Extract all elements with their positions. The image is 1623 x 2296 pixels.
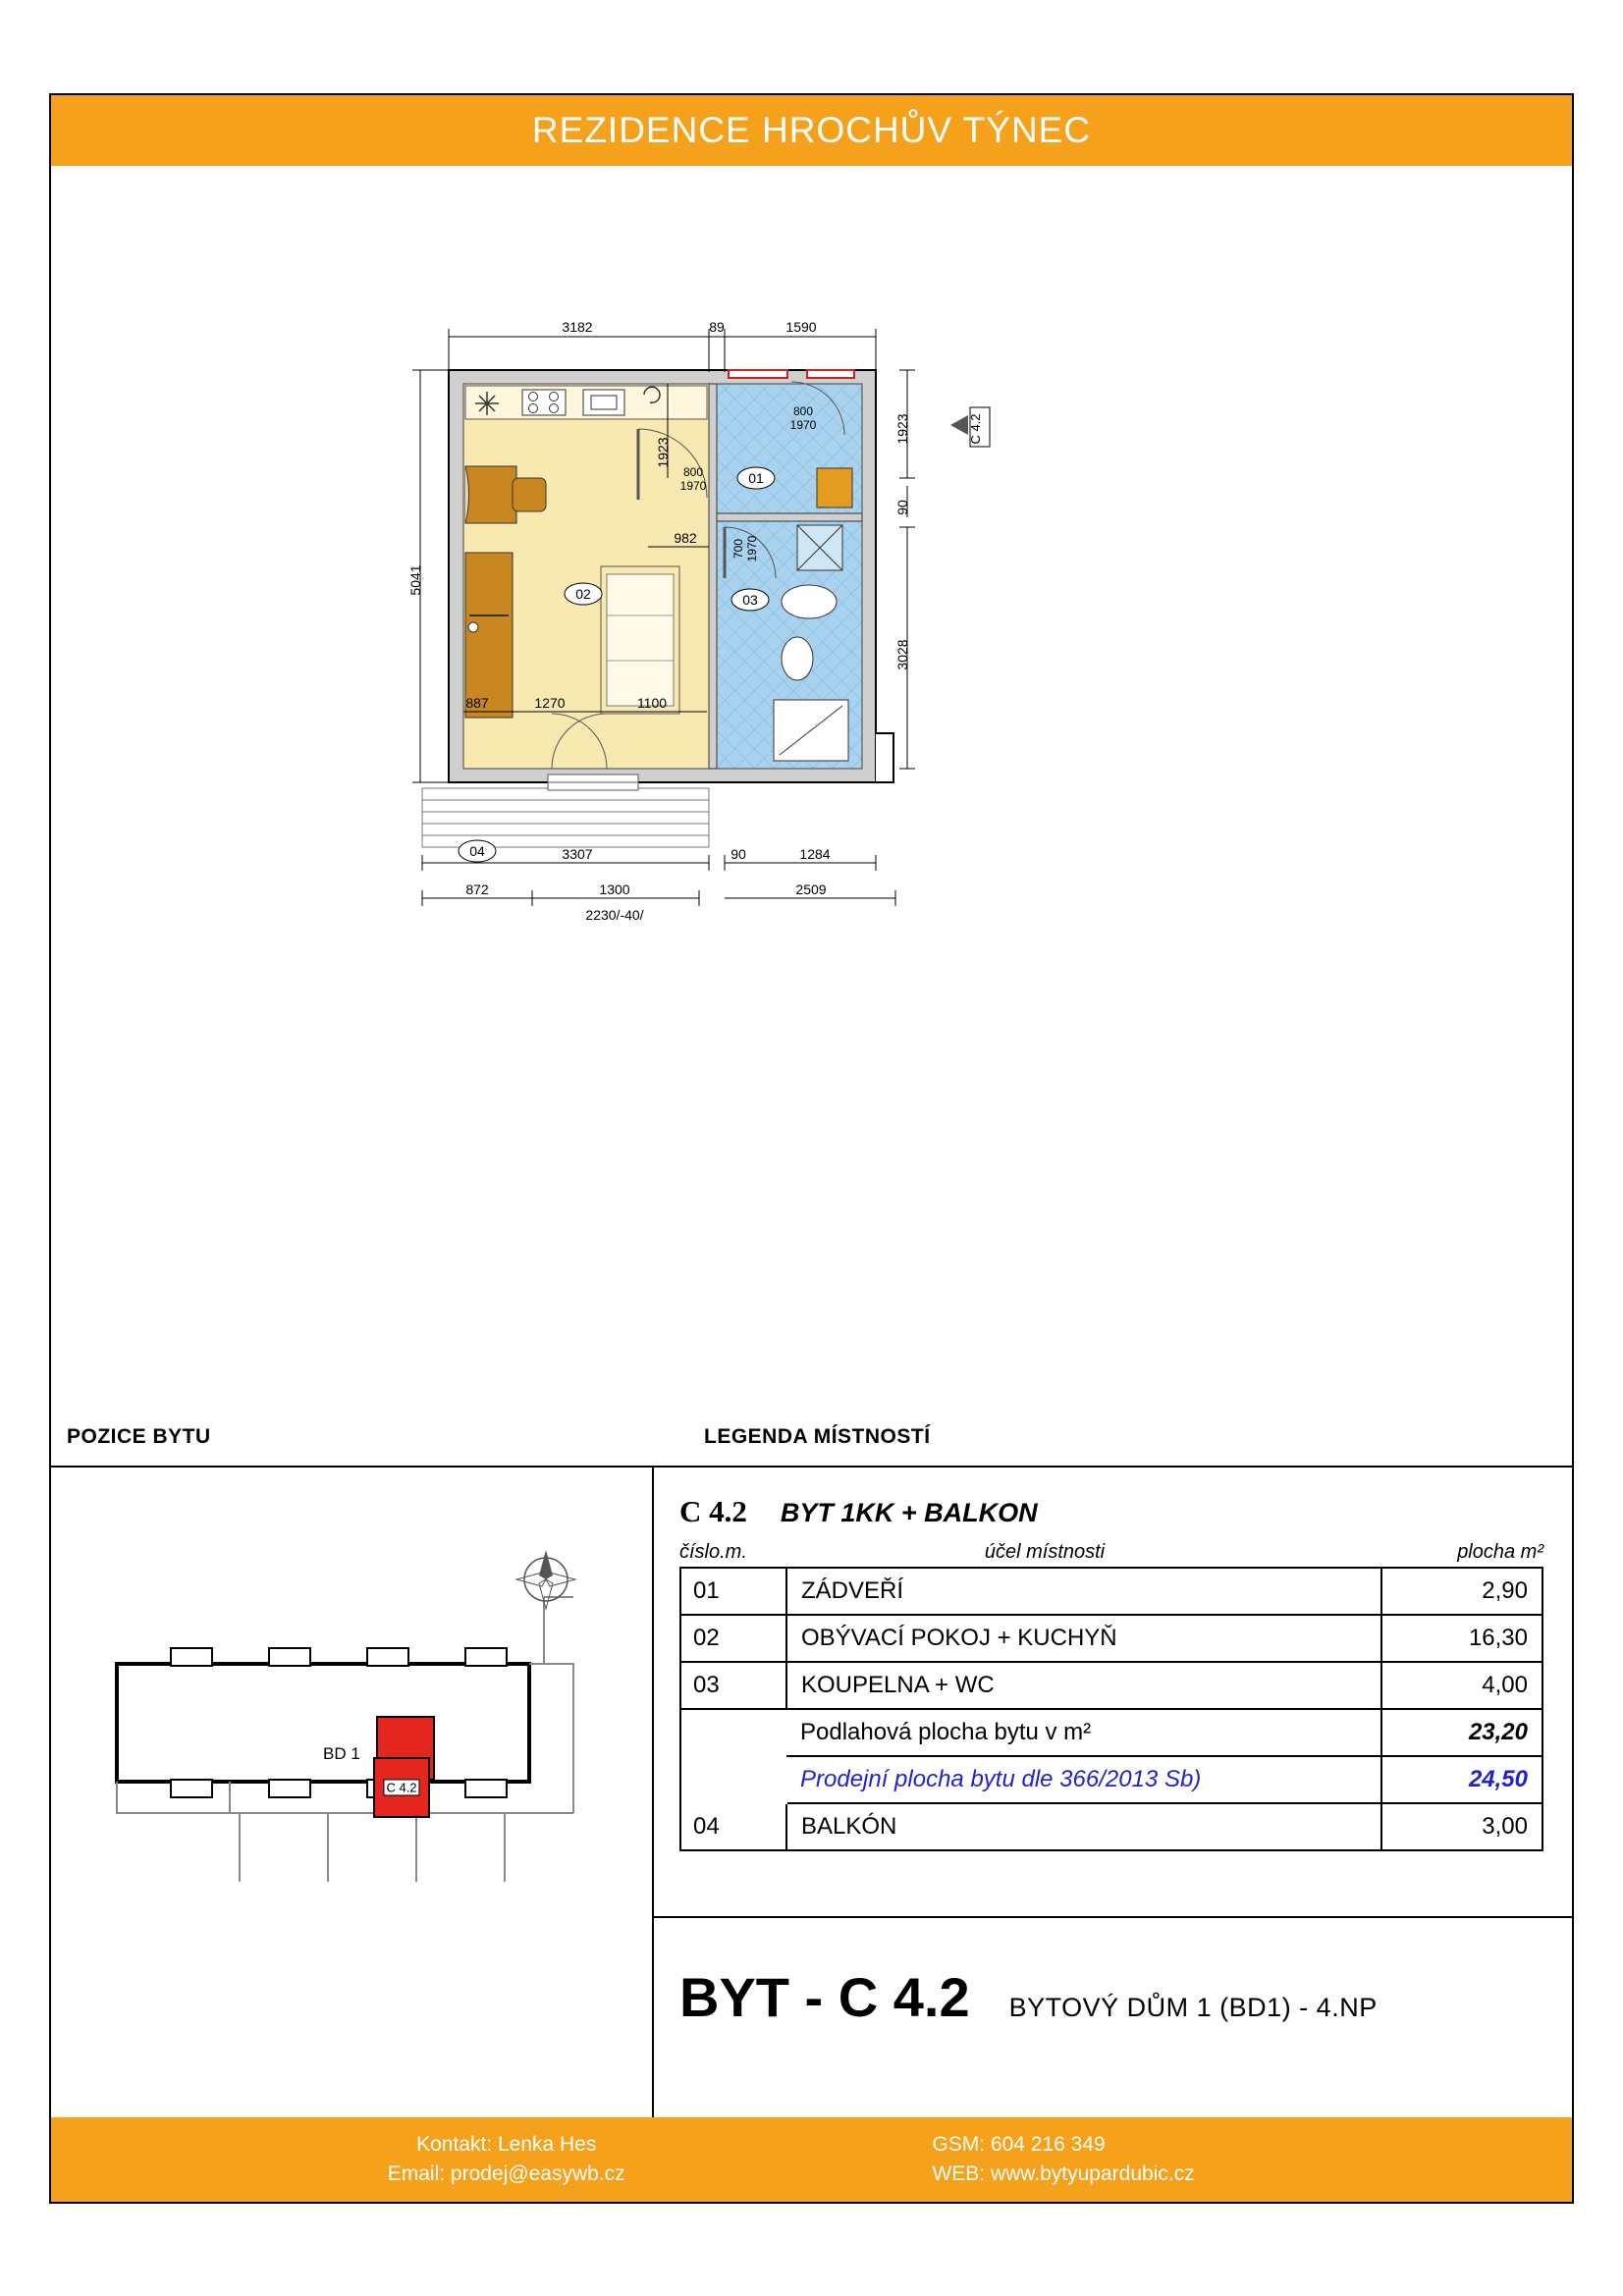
unit-pointer-label: C 4.2 [968, 413, 983, 445]
row-number-empty [680, 1756, 786, 1803]
dim-inner-1270: 1270 [534, 695, 566, 711]
room-legend [679, 1494, 1543, 1851]
position-mini-plan [63, 1489, 642, 2039]
contact-phone: GSM: 604 216 349 [932, 2133, 1106, 2156]
dim-bottom-3: 1284 [799, 846, 831, 862]
table-row [680, 1615, 1542, 1662]
dim-bottom2-3: 2509 [795, 881, 827, 897]
row-number: 04 [680, 1803, 786, 1850]
compass-icon [516, 1550, 575, 1609]
table-row [680, 1568, 1542, 1615]
total-sale-area: 24,50 [1381, 1756, 1542, 1803]
door-label-2-h: 1970 [789, 418, 817, 432]
row-number: 03 [680, 1662, 786, 1709]
header-purpose: účel místnosti [984, 1541, 1106, 1563]
room-tag-02: 02 [575, 586, 591, 602]
row-number: 01 [680, 1568, 786, 1615]
legend-table [679, 1567, 1543, 1851]
page-title: REZIDENCE HROCHŮV TÝNEC [531, 110, 1092, 150]
door-label-1-h: 1970 [679, 479, 707, 493]
table-row-total-sale [680, 1756, 1542, 1803]
row-name: KOUPELNA + WC [786, 1662, 1381, 1709]
table-row [680, 1662, 1542, 1709]
row-name: BALKÓN [786, 1803, 1381, 1850]
dim-bottom3-1: 2230/-40/ [585, 907, 644, 923]
row-area: 4,00 [1381, 1662, 1542, 1709]
row-name: ZÁDVEŘÍ [786, 1568, 1381, 1615]
contact-web[interactable]: WEB: www.bytyupardubic.cz [932, 2163, 1195, 2185]
dim-top-2: 89 [709, 321, 725, 335]
header-area: plocha m² [1457, 1541, 1543, 1563]
unit-big-title [679, 1965, 1378, 2029]
footer-links [902, 2130, 1572, 2189]
row-name: OBÝVACÍ POKOJ + KUCHYŇ [786, 1615, 1381, 1662]
floor-plan [405, 321, 1249, 1165]
section-divider [51, 1466, 1572, 1468]
footer-banner [51, 2117, 1572, 2202]
header-number: číslo.m. [679, 1541, 747, 1563]
dim-inner-887: 887 [465, 695, 489, 711]
door-label-2-w: 800 [792, 404, 814, 418]
unit-marker-label: C 4.2 [383, 1780, 419, 1796]
dim-bottom2-2: 1300 [599, 881, 630, 897]
dim-inner-982: 982 [674, 530, 697, 546]
building-label: BD 1 [323, 1744, 360, 1763]
dim-top-3: 1590 [785, 321, 817, 335]
legenda-mistnosti-label: LEGENDA MÍSTNOSTÍ [704, 1425, 931, 1448]
row-number: 02 [680, 1615, 786, 1662]
dim-inner-1100: 1100 [636, 695, 668, 711]
section-divider-vertical [652, 1466, 654, 2121]
contact-name: Kontakt: Lenka Hes [416, 2133, 597, 2156]
dim-right-90: 90 [894, 500, 910, 515]
row-area: 2,90 [1381, 1568, 1542, 1615]
legend-table-headers [679, 1541, 1543, 1567]
total-floor-label: Podlahová plocha bytu v m² [786, 1709, 1381, 1756]
row-area: 16,30 [1381, 1615, 1542, 1662]
table-row-balcony [680, 1803, 1542, 1850]
dim-right-1923: 1923 [894, 413, 910, 445]
unit-title: BYT - C 4.2 [679, 1966, 970, 2028]
dim-right-3028: 3028 [894, 639, 910, 670]
pozice-bytu-label: POZICE BYTU [67, 1425, 211, 1448]
door-label-3-h: 1970 [745, 535, 759, 562]
door-label-1-w: 800 [682, 465, 704, 479]
row-number-empty [680, 1709, 786, 1756]
contact-email: Email: prodej@easywb.cz [387, 2163, 625, 2185]
dim-top-1: 3182 [562, 321, 593, 335]
door-label-3-w: 700 [731, 538, 745, 560]
legend-unit-description: BYT 1KK + BALKON [780, 1498, 1038, 1527]
row-area: 3,00 [1381, 1803, 1542, 1850]
table-row-total-floor [680, 1709, 1542, 1756]
unit-subtitle: BYTOVÝ DŮM 1 (BD1) - 4.NP [1008, 1993, 1378, 2022]
unit-marker[interactable] [373, 1757, 430, 1818]
dim-bottom-1: 3307 [562, 846, 593, 862]
room-tag-01: 01 [748, 470, 764, 486]
total-sale-label: Prodejní plocha bytu dle 366/2013 Sb) [786, 1756, 1381, 1803]
legend-unit-code: C 4.2 [679, 1494, 747, 1528]
dim-bottom2-1: 872 [465, 881, 489, 897]
header-banner [51, 95, 1572, 166]
room-tag-03: 03 [742, 592, 758, 608]
legend-bottom-divider [654, 1916, 1574, 1918]
dim-inner-1923: 1923 [655, 437, 671, 468]
dim-left-5041: 5041 [407, 564, 423, 596]
dim-bottom-2: 90 [730, 846, 746, 862]
drawing-sheet [49, 93, 1574, 2204]
total-floor-area: 23,20 [1381, 1709, 1542, 1756]
room-tag-04: 04 [469, 843, 485, 859]
legend-title [679, 1494, 1543, 1529]
footer-contact [51, 2130, 902, 2189]
